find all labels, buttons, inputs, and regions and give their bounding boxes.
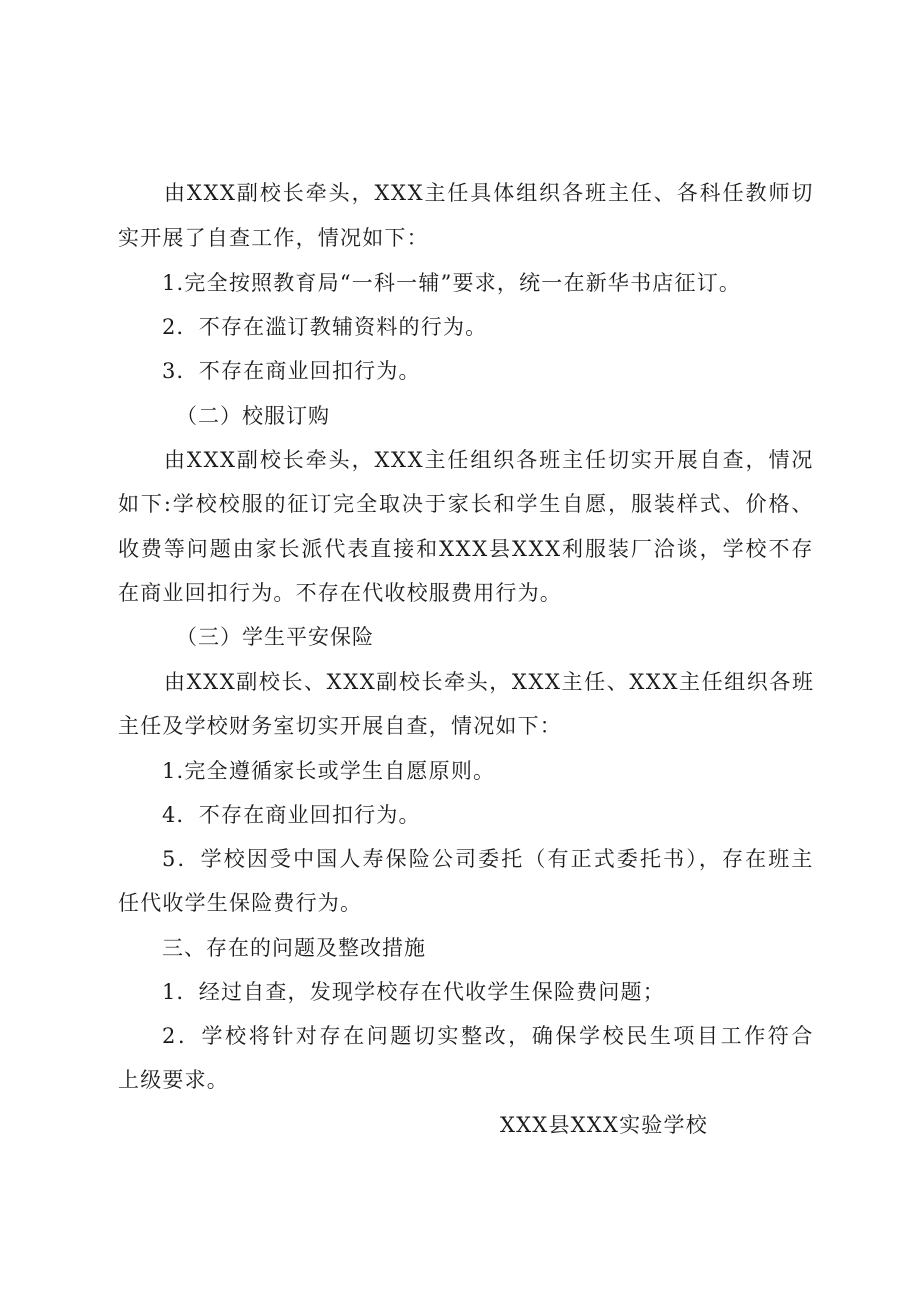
paragraph-line: 实开展了自查工作，情况如下：	[118, 226, 429, 250]
list-item: 2．不存在滥订教辅资料的行为。	[162, 315, 488, 339]
list-item: 4．不存在商业回扣行为。	[162, 803, 421, 827]
list-item: 5．学校因受中国人寿保险公司委托（有正式委托书），存在班主	[162, 847, 814, 871]
paragraph-line: 在商业回扣行为。不存在代收校服费用行为。	[118, 581, 562, 605]
paragraph-line: 由XXX副校长、XXX副校长牵头，XXX主任、XXX主任组织各班	[164, 670, 815, 694]
paragraph-line: 主任及学校财务室切实开展自查，情况如下：	[118, 714, 562, 738]
list-item: 任代收学生保险费行为。	[118, 891, 363, 915]
section-heading: （三）学生平安保险	[176, 625, 374, 649]
list-item: 上级要求。	[118, 1068, 229, 1092]
list-item: 2．学校将针对存在问题切实整改，确保学校民生项目工作符合	[162, 1024, 814, 1048]
section-heading: （二）校服订购	[176, 404, 330, 428]
paragraph-line: 收费等问题由家长派代表直接和XXX县XXX利服装厂洽谈，学校不存	[118, 537, 814, 561]
list-item: 1.完全遵循家长或学生自愿原则。	[162, 759, 496, 783]
list-item: 3．不存在商业回扣行为。	[162, 359, 421, 383]
list-item: 1．经过自查，发现学校存在代收学生保险费问题；	[162, 980, 665, 1004]
paragraph-line: 由XXX副校长牵头，XXX主任组织各班主任切实开展自查，情况	[164, 448, 814, 472]
paragraph-line: 如下:学校校服的征订完全取决于家长和学生自愿，服装样式、价格、	[118, 492, 814, 516]
section-heading: 三、存在的问题及整改措施	[162, 936, 426, 960]
signature: XXX县XXX实验学校	[500, 1113, 708, 1137]
paragraph-line: 由XXX副校长牵头，XXX主任具体组织各班主任、各科任教师切	[164, 181, 814, 205]
list-item: 1.完全按照教育局“一科一辅”要求，统一在新华书店征订。	[162, 271, 742, 295]
